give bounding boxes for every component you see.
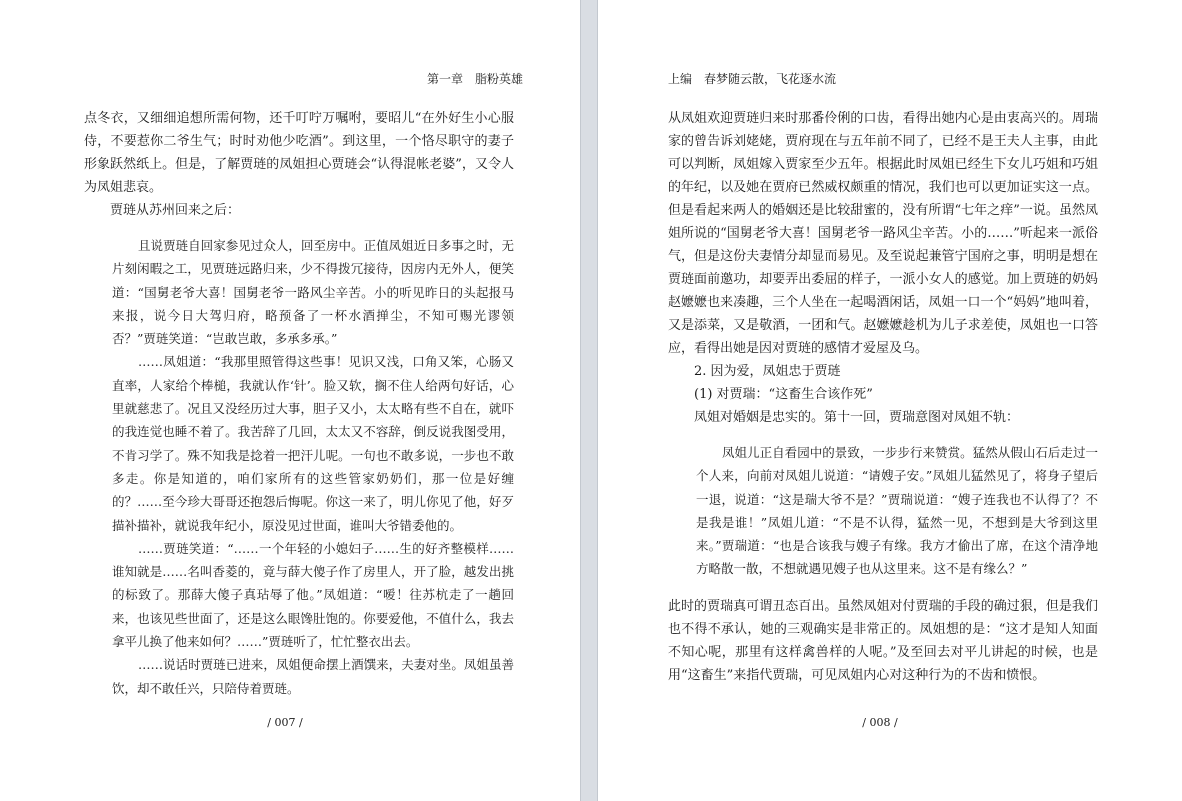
- body-paragraph: 点冬衣，又细细追想所需何物，还千叮咛万嘱咐，要昭儿“在外好生小心服侍，不要惹你二爷生气；时时劝他少吃酒”。到这里，一个恪尽职守的妻子形象跃然纸上。但是，了解贾琏的凤姐担心贾琏会“认得混帐老婆”，又令人为凤姐悲哀。: [84, 111, 514, 195]
- section-heading: 2. 因为爱，凤姐忠于贾琏: [694, 364, 841, 379]
- page-number: / 007 /: [267, 716, 303, 729]
- body-paragraph: 凤姐对婚姻是忠实的。第十一回，贾瑞意图对凤姐不轨：: [694, 410, 1020, 425]
- left-page: [0, 0, 580, 801]
- body-paragraph: 从凤姐欢迎贾琏归来时那番伶俐的口齿，看得出她内心是由衷高兴的。周瑞家的曾告诉刘姥姥，贾府现在与五年前不同了，已经不是王夫人主事，由此可以判断，凤姐嫁入贾家至少五年。根据此时凤姐已经生下女儿巧姐和巧姐的年纪，以及她在贾府已然威权颇重的情况，我们也可以更加证实这一点。但是看起来两人的婚姻还是比较甜蜜的，没有所谓“七年之痒”一说。虽然凤姐所说的“国舅老爷大喜！国舅老爷一路风尘辛苦。小的……”听起来一派俗气，但是这份夫妻情分却显而易见。及至说起兼管宁国府之事，明明是想在贾琏面前邀功，却要弄出委屈的样子，一派小女人的感觉。加上贾琏的奶妈赵嬷嬷也来凑趣，三个人坐在一起喝酒闲话，凤姐一口一个“妈妈”地叫着，又是添菜，又是敬酒，一团和气。赵嬷嬷趁机为儿子求差使，凤姐也一口答应，看得出她是因对贾琏的感情才爱屋及乌。: [668, 111, 1098, 356]
- chapter-header: 第一章 脂粉英雄: [426, 72, 523, 86]
- subsection-heading: (1) 对贾瑞：“这畜生合该作死”: [694, 387, 873, 402]
- right-page: [598, 0, 1182, 801]
- block-quote: ……贾琏笑道：“……一个年轻的小媳妇子……生的好齐整模样……谁知就是……名叫香菱的，竟与薛大傻子作了房里人，开了脸，越发出挑的标致了。那薛大傻子真玷辱了他。”凤姐道：“嗳！往苏杭走了一趟回来，也该见些世面了，还是这么眼馋肚饱的。你要爱他，不值什么，我去拿平儿换了他来如何？……”贾琏听了，忙忙整衣出去。: [112, 540, 514, 650]
- page-gutter: [580, 0, 598, 801]
- block-quote: 且说贾琏自回家参见过众人，回至房中。正值凤姐近日多事之时，无片刻闲暇之工，见贾琏远路归来，少不得拨冗接待，因房内无外人，便笑道：“国舅老爷大喜！国舅老爷一路风尘辛苦。小的听见昨日的头起报马来报，说今日大驾归府，略预备了一杯水酒掸尘，不知可赐光谬领否？”贾琏笑道：“岂敢岂敢，多承多承。”: [112, 238, 514, 347]
- block-quote: ……凤姐道：“我那里照管得这些事！见识又浅，口角又笨，心肠又直率，人家给个棒槌，我就认作‘针’。脸又软，搁不住人给两句好话，心里就慈悲了。况且又没经历过大事，胆子又小，太太略有些不自在，就吓的我连觉也睡不着了。我苦辞了几回，太太又不容辞，倒反说我图受用，不肯习学了。殊不知我是捻着一把汗儿呢。一句也不敢多说，一步也不敢多走。你是知道的，咱们家所有的这些管家奶奶们，那一位是好缠的？……至今珍大哥哥还抱怨后悔呢。你这一来了，明儿你见了他，好歹描补描补，就说我年纪小，原没见过世面，谁叫大爷错委他的。: [112, 354, 514, 533]
- right-page-content: [668, 107, 1098, 687]
- page-number: / 008 /: [862, 716, 898, 729]
- block-quote: ……说话时贾琏已进来，凤姐便命摆上酒馔来，夫妻对坐。凤姐虽善饮，却不敢任兴，只陪侍着贾琏。: [112, 657, 514, 696]
- left-page-content: [84, 107, 514, 700]
- body-paragraph: 贾琏从苏州回来之后：: [110, 203, 241, 218]
- part-header: 上编 春梦随云散，飞花逐水流: [668, 72, 837, 86]
- body-paragraph: 此时的贾瑞真可谓丑态百出。虽然凤姐对付贾瑞的手段的确过狠，但是我们也不得不承认，她的三观确实是非常正的。凤姐想的是：“这才是知人知面不知心呢，那里有这样禽兽样的人呢。”及至回去对平儿讲起的时候，也是用“这畜生”来指代贾瑞，可见凤姐内心对这种行为的不齿和愤恨。: [668, 598, 1098, 683]
- block-quote: 凤姐儿正自看园中的景致，一步步行来赞赏。猛然从假山石后走过一个人来，向前对凤姐儿说道：“请嫂子安。”凤姐儿猛然见了，将身子望后一退，说道：“这是瑞大爷不是？”贾瑞说道：“嫂子连我也不认得了？不是我是谁！”凤姐儿道：“不是不认得，猛然一见，不想到是大爷到这里来。”贾瑞道：“也是合该我与嫂子有缘。我方才偷出了席，在这个清净地方略散一散，不想就遇见嫂子也从这里来。这不是有缘么？”: [696, 445, 1098, 577]
